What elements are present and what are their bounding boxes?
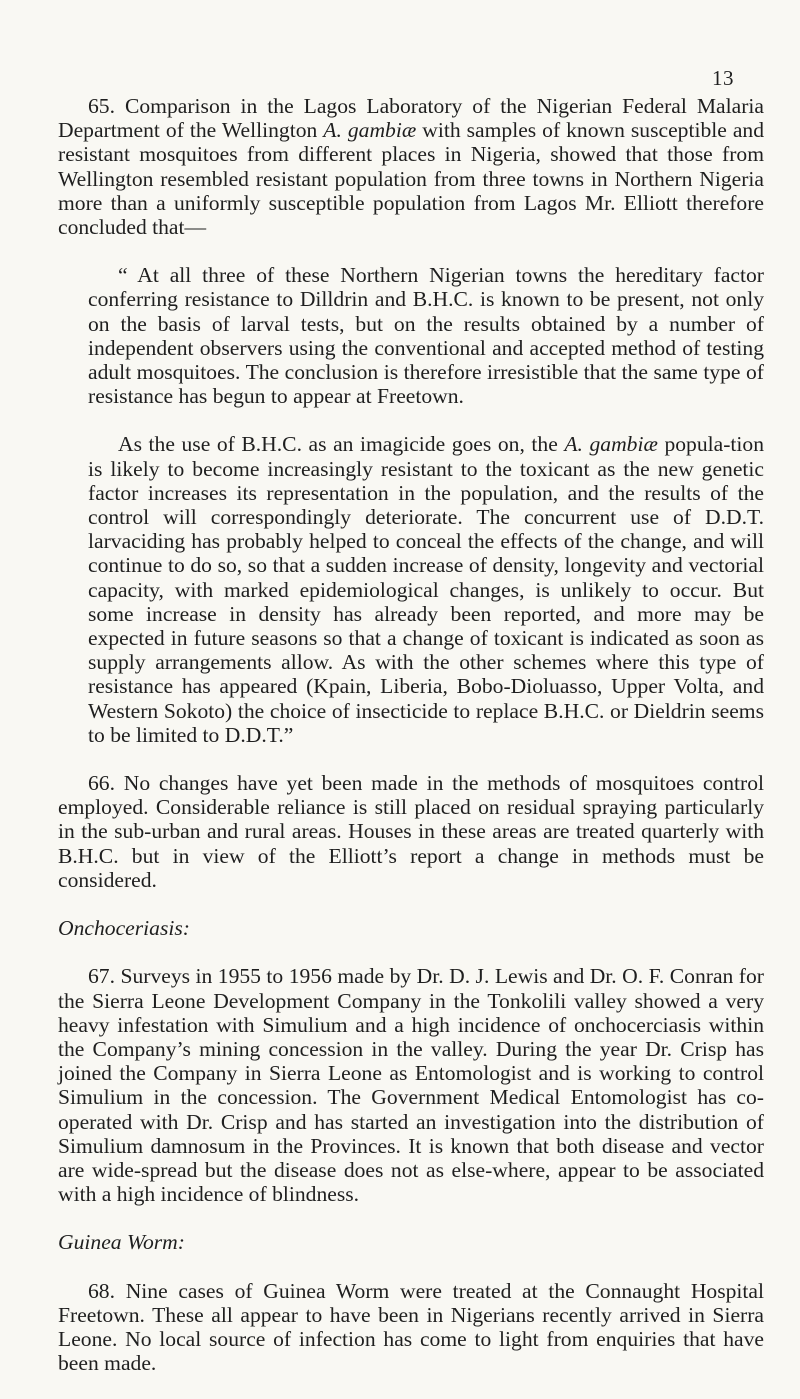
paragraph-67 [58, 964, 764, 1206]
paragraph-text: Surveys in 1955 to 1956 made by Dr. D. J. Lewis and Dr. O. F. Conran for the Sierra Leone Development Company in the Tonkolili valley showed a very heavy infestation with Simulium and a high incidence of onchocerciasis within the Company’s mining concession in the valley. During the year Dr. Crisp has joined the Company in Sierra Leone as Entomologist and is working to control Simulium in the concession. The Government Medical Entomologist has co-operated with Dr. Crisp and has started an investigation into the distribution of Simulium damnosum in the Provinces. It is known that both disease and vector are wide-spread but the disease does not as else-where, appear to be associated with a high incidence of blindness. [58, 964, 764, 1207]
paragraph-number: 65. [88, 94, 115, 118]
quote-paragraph-1: “ At all three of these Northern Nigerian towns the hereditary factor conferring resistance to Dilldrin and B.H.C. is known to be present, not only on the basis of larval tests, but on the results obtained by a number of independent observers using the conventional and accepted method of testing adult mosquitoes. The conclusion is therefore irresistible that the same type of resistance has begun to appear at Freetown. [88, 263, 764, 409]
section-heading-guinea-worm: Guinea Worm: [58, 1230, 185, 1255]
section-heading-onchoceriasis: Onchoceriasis: [58, 916, 190, 941]
paragraph-text: Comparison in the Lagos Laboratory of the Nigerian Federal Malaria Department of the Wellington [58, 94, 764, 143]
paragraph-number: 68. [88, 1278, 115, 1303]
block-quote [58, 263, 764, 747]
paragraph-text: Nine cases of Guinea Worm were treated at the Connaught Hospital Freetown. These all appear to have been in Nigerians recently arrived in Sierra Leone. No local source of infection has come to light from enquiries that have been made. [58, 1278, 764, 1376]
paragraph-text: No changes have yet been made in the methods of mosquitoes control employed. Considerable reliance is still placed on residual spraying particularly in the sub-urban and rural areas. Houses in these areas are treated quarterly with B.H.C. but in view of the Elliott’s report a change in methods must be considered. [58, 771, 764, 892]
paragraph-text: with samples of known susceptible and resistant mosquitoes from different places in Nigeria, showed that those from Wellington resembled resistant population from three towns in Northern Nigeria more than a uniformly susceptible population from Lagos Mr. Elliott therefore concluded that— [58, 118, 765, 240]
quote-text: As the use of B.H.C. as an imagicide goes on, the [118, 432, 565, 457]
species-name: A. gambiæ [323, 118, 417, 143]
paragraph-number: 67. [88, 964, 115, 989]
paragraph-66 [58, 771, 764, 892]
paragraph-number: 66. [88, 771, 115, 796]
paragraph-68 [58, 1279, 764, 1376]
page-body [58, 94, 764, 1399]
quote-paragraph-2 [88, 432, 764, 747]
page-number: 13 [712, 66, 734, 90]
paragraph-65 [58, 94, 764, 239]
quote-text: popula-tion is likely to become increasingly resistant to the toxicant as the new genetic factor increases its representation in the population, and the results of the control will correspondingly deteriorate. The concurrent use of D.D.T. larvaciding has probably helped to conceal the effects of the change, and will continue to do so, so that a sudden increase of density, longevity and vectorial capacity, with marked epidemiological changes, is unlikely to occur. But some increase in density has already been reported, and more may be expected in future seasons so that a change of toxicant is indicated as soon as supply arrangements allow. As with the other schemes where this type of resistance has appeared (Kpain, Liberia, Bobo-Dioluasso, Upper Volta, and Western Sokoto) the choice of insecticide to replace B.H.C. or Dieldrin seems to be limited to D.D.T.” [88, 432, 765, 747]
species-name: A. gambiæ [564, 432, 658, 457]
